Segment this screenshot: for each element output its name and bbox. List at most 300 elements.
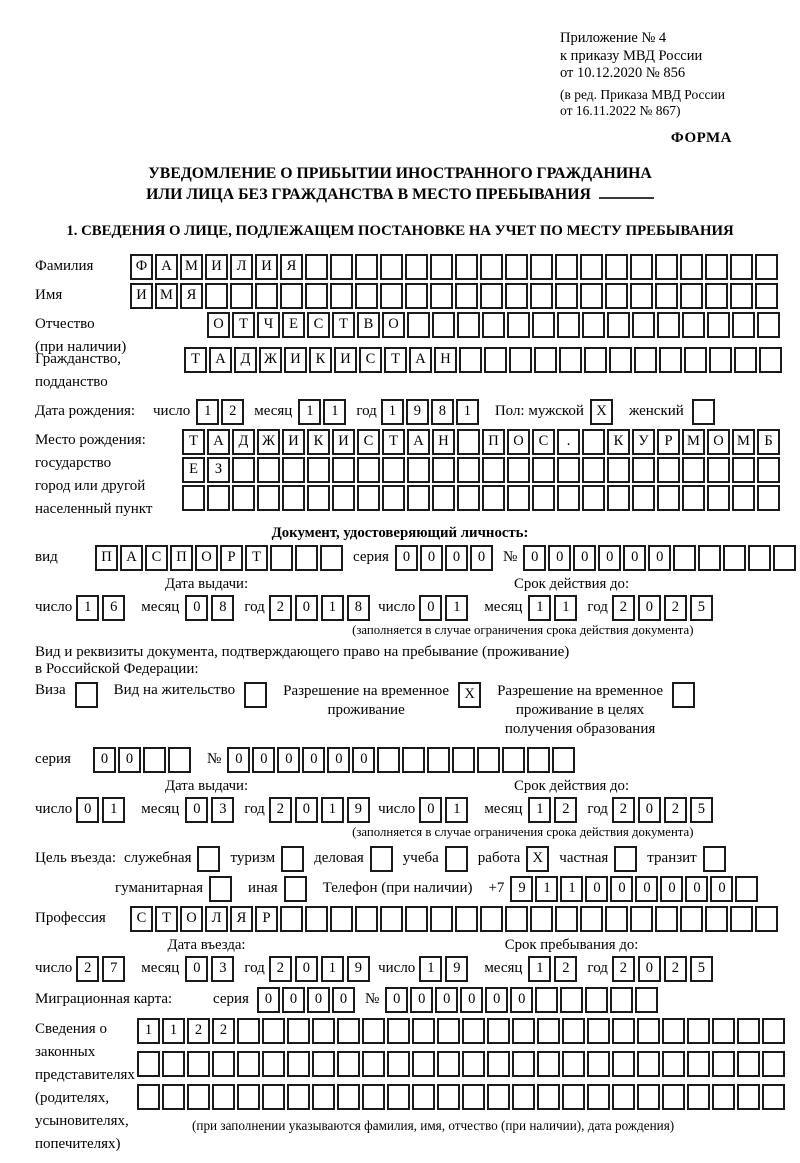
char-box[interactable] [487, 1084, 510, 1110]
char-box[interactable] [457, 457, 480, 483]
char-box[interactable]: Я [230, 906, 253, 932]
char-box[interactable]: Т [382, 429, 405, 455]
char-box[interactable]: К [309, 347, 332, 373]
char-box[interactable] [698, 545, 721, 571]
char-box[interactable] [244, 682, 267, 708]
char-box[interactable]: 1 [554, 595, 577, 621]
char-box[interactable] [212, 1051, 235, 1077]
char-box[interactable]: 2 [269, 956, 292, 982]
char-box[interactable]: 9 [347, 797, 370, 823]
char-box[interactable] [680, 283, 703, 309]
char-box[interactable]: 0 [585, 876, 608, 902]
char-box[interactable] [462, 1084, 485, 1110]
char-box[interactable]: У [632, 429, 655, 455]
char-box[interactable] [757, 312, 780, 338]
char-box[interactable]: Т [245, 545, 268, 571]
char-box[interactable] [437, 1084, 460, 1110]
char-box[interactable] [614, 846, 637, 872]
char-box[interactable] [705, 283, 728, 309]
char-box[interactable] [507, 485, 530, 511]
char-box[interactable]: 0 [460, 987, 483, 1013]
char-box[interactable]: 0 [710, 876, 733, 902]
char-box[interactable]: М [180, 254, 203, 280]
char-box[interactable]: С [130, 906, 153, 932]
char-box[interactable]: 0 [118, 747, 141, 773]
char-box[interactable] [610, 987, 633, 1013]
char-box[interactable] [607, 485, 630, 511]
char-box[interactable]: Н [432, 429, 455, 455]
char-box[interactable] [687, 1051, 710, 1077]
char-box[interactable] [609, 347, 632, 373]
char-box[interactable] [662, 1084, 685, 1110]
char-box[interactable] [362, 1051, 385, 1077]
char-box[interactable]: Ж [257, 429, 280, 455]
char-box[interactable]: 3 [211, 797, 234, 823]
char-box[interactable]: О [707, 429, 730, 455]
char-box[interactable] [635, 987, 658, 1013]
char-box[interactable] [637, 1051, 660, 1077]
char-box[interactable] [209, 876, 232, 902]
char-box[interactable] [732, 485, 755, 511]
char-box[interactable] [430, 254, 453, 280]
char-box[interactable] [357, 485, 380, 511]
char-box[interactable]: 1 [162, 1018, 185, 1044]
char-box[interactable] [587, 1051, 610, 1077]
char-box[interactable] [307, 457, 330, 483]
char-box[interactable] [580, 254, 603, 280]
char-box[interactable] [630, 254, 653, 280]
char-box[interactable] [562, 1018, 585, 1044]
char-box[interactable]: И [255, 254, 278, 280]
char-box[interactable] [530, 283, 553, 309]
char-box[interactable] [730, 906, 753, 932]
char-box[interactable]: X [458, 682, 481, 708]
char-box[interactable] [197, 846, 220, 872]
char-box[interactable] [637, 1018, 660, 1044]
char-box[interactable]: 0 [93, 747, 116, 773]
char-box[interactable] [137, 1051, 160, 1077]
char-box[interactable] [355, 283, 378, 309]
char-box[interactable]: М [732, 429, 755, 455]
char-box[interactable] [582, 485, 605, 511]
char-box[interactable] [432, 457, 455, 483]
char-box[interactable] [430, 906, 453, 932]
char-box[interactable]: 2 [269, 797, 292, 823]
char-box[interactable]: 0 [185, 956, 208, 982]
char-box[interactable]: 2 [612, 956, 635, 982]
char-box[interactable] [534, 347, 557, 373]
char-box[interactable]: С [145, 545, 168, 571]
char-box[interactable] [662, 1018, 685, 1044]
char-box[interactable] [737, 1051, 760, 1077]
char-box[interactable] [330, 283, 353, 309]
char-box[interactable] [687, 1084, 710, 1110]
char-box[interactable] [734, 347, 757, 373]
char-box[interactable] [532, 312, 555, 338]
char-box[interactable] [755, 254, 778, 280]
char-box[interactable] [482, 485, 505, 511]
char-box[interactable] [407, 457, 430, 483]
char-box[interactable]: . [557, 429, 580, 455]
char-box[interactable] [452, 747, 475, 773]
char-box[interactable] [605, 254, 628, 280]
char-box[interactable] [482, 457, 505, 483]
char-box[interactable] [762, 1051, 785, 1077]
char-box[interactable] [427, 747, 450, 773]
char-box[interactable] [537, 1018, 560, 1044]
char-box[interactable]: 1 [445, 595, 468, 621]
char-box[interactable] [412, 1051, 435, 1077]
char-box[interactable]: X [526, 846, 549, 872]
char-box[interactable] [585, 987, 608, 1013]
char-box[interactable] [362, 1084, 385, 1110]
char-box[interactable]: Ч [257, 312, 280, 338]
char-box[interactable] [762, 1018, 785, 1044]
char-box[interactable]: 0 [510, 987, 533, 1013]
char-box[interactable] [280, 283, 303, 309]
char-box[interactable]: Д [232, 429, 255, 455]
char-box[interactable] [557, 457, 580, 483]
char-box[interactable] [287, 1018, 310, 1044]
char-box[interactable]: П [482, 429, 505, 455]
char-box[interactable] [612, 1051, 635, 1077]
char-box[interactable]: 1 [528, 595, 551, 621]
char-box[interactable] [487, 1018, 510, 1044]
char-box[interactable]: 0 [685, 876, 708, 902]
char-box[interactable] [237, 1051, 260, 1077]
char-box[interactable]: 0 [485, 987, 508, 1013]
char-box[interactable] [280, 906, 303, 932]
char-box[interactable]: 1 [419, 956, 442, 982]
char-box[interactable]: Т [332, 312, 355, 338]
char-box[interactable]: Т [155, 906, 178, 932]
char-box[interactable] [182, 485, 205, 511]
char-box[interactable]: С [532, 429, 555, 455]
char-box[interactable]: 1 [76, 595, 99, 621]
char-box[interactable] [430, 283, 453, 309]
char-box[interactable]: 1 [528, 797, 551, 823]
char-box[interactable]: С [359, 347, 382, 373]
char-box[interactable]: 1 [298, 399, 321, 425]
char-box[interactable]: Т [232, 312, 255, 338]
char-box[interactable] [537, 1084, 560, 1110]
char-box[interactable]: А [155, 254, 178, 280]
char-box[interactable]: 1 [560, 876, 583, 902]
char-box[interactable] [757, 485, 780, 511]
char-box[interactable] [337, 1084, 360, 1110]
char-box[interactable]: 8 [431, 399, 454, 425]
char-box[interactable]: И [284, 347, 307, 373]
char-box[interactable]: 0 [470, 545, 493, 571]
char-box[interactable]: 0 [419, 797, 442, 823]
char-box[interactable] [512, 1084, 535, 1110]
char-box[interactable]: 0 [638, 595, 661, 621]
char-box[interactable] [75, 682, 98, 708]
char-box[interactable]: 0 [76, 797, 99, 823]
char-box[interactable]: 2 [664, 956, 687, 982]
char-box[interactable] [437, 1018, 460, 1044]
char-box[interactable] [655, 254, 678, 280]
char-box[interactable]: 1 [321, 797, 344, 823]
char-box[interactable] [757, 457, 780, 483]
char-box[interactable] [505, 906, 528, 932]
char-box[interactable] [405, 254, 428, 280]
char-box[interactable] [680, 906, 703, 932]
char-box[interactable]: 0 [638, 956, 661, 982]
char-box[interactable] [557, 485, 580, 511]
char-box[interactable] [332, 485, 355, 511]
char-box[interactable]: 1 [102, 797, 125, 823]
char-box[interactable] [287, 1084, 310, 1110]
char-box[interactable] [657, 312, 680, 338]
char-box[interactable] [255, 283, 278, 309]
char-box[interactable] [505, 254, 528, 280]
char-box[interactable]: 0 [598, 545, 621, 571]
char-box[interactable] [672, 682, 695, 708]
char-box[interactable] [257, 485, 280, 511]
char-box[interactable]: 1 [456, 399, 479, 425]
char-box[interactable] [482, 312, 505, 338]
char-box[interactable] [562, 1084, 585, 1110]
char-box[interactable] [655, 283, 678, 309]
char-box[interactable]: Я [280, 254, 303, 280]
char-box[interactable] [162, 1051, 185, 1077]
char-box[interactable] [580, 906, 603, 932]
char-box[interactable] [380, 254, 403, 280]
char-box[interactable]: Н [434, 347, 457, 373]
char-box[interactable] [484, 347, 507, 373]
char-box[interactable] [707, 485, 730, 511]
char-box[interactable] [377, 747, 400, 773]
char-box[interactable] [382, 485, 405, 511]
char-box[interactable]: 0 [419, 595, 442, 621]
char-box[interactable] [587, 1018, 610, 1044]
char-box[interactable] [532, 485, 555, 511]
char-box[interactable] [735, 876, 758, 902]
char-box[interactable] [632, 312, 655, 338]
char-box[interactable]: К [607, 429, 630, 455]
char-box[interactable] [705, 254, 728, 280]
char-box[interactable] [612, 1018, 635, 1044]
char-box[interactable]: 0 [445, 545, 468, 571]
char-box[interactable] [455, 906, 478, 932]
char-box[interactable] [732, 312, 755, 338]
char-box[interactable] [230, 283, 253, 309]
char-box[interactable]: А [407, 429, 430, 455]
char-box[interactable] [732, 457, 755, 483]
char-box[interactable] [662, 1051, 685, 1077]
char-box[interactable] [634, 347, 657, 373]
char-box[interactable]: Я [180, 283, 203, 309]
char-box[interactable] [337, 1051, 360, 1077]
char-box[interactable] [432, 312, 455, 338]
char-box[interactable] [455, 283, 478, 309]
char-box[interactable]: 0 [352, 747, 375, 773]
char-box[interactable]: 1 [445, 797, 468, 823]
char-box[interactable]: О [207, 312, 230, 338]
char-box[interactable] [477, 747, 500, 773]
char-box[interactable] [237, 1018, 260, 1044]
char-box[interactable] [632, 457, 655, 483]
char-box[interactable] [730, 254, 753, 280]
char-box[interactable] [412, 1018, 435, 1044]
char-box[interactable] [187, 1051, 210, 1077]
char-box[interactable]: Е [182, 457, 205, 483]
char-box[interactable]: 1 [321, 595, 344, 621]
char-box[interactable] [143, 747, 166, 773]
char-box[interactable] [535, 987, 558, 1013]
char-box[interactable] [462, 1018, 485, 1044]
char-box[interactable] [281, 846, 304, 872]
char-box[interactable] [555, 906, 578, 932]
char-box[interactable] [687, 1018, 710, 1044]
char-box[interactable]: А [409, 347, 432, 373]
char-box[interactable] [387, 1051, 410, 1077]
char-box[interactable]: 0 [257, 987, 280, 1013]
char-box[interactable]: X [590, 399, 613, 425]
char-box[interactable] [755, 906, 778, 932]
char-box[interactable] [737, 1018, 760, 1044]
char-box[interactable]: О [195, 545, 218, 571]
char-box[interactable] [703, 846, 726, 872]
char-box[interactable] [305, 906, 328, 932]
char-box[interactable]: 0 [185, 797, 208, 823]
char-box[interactable]: 0 [332, 987, 355, 1013]
char-box[interactable]: 9 [406, 399, 429, 425]
char-box[interactable]: 0 [420, 545, 443, 571]
char-box[interactable]: И [282, 429, 305, 455]
char-box[interactable] [457, 485, 480, 511]
char-box[interactable]: 0 [385, 987, 408, 1013]
char-box[interactable] [632, 485, 655, 511]
char-box[interactable]: 2 [76, 956, 99, 982]
char-box[interactable] [502, 747, 525, 773]
char-box[interactable]: И [205, 254, 228, 280]
char-box[interactable]: 1 [196, 399, 219, 425]
char-box[interactable] [480, 283, 503, 309]
char-box[interactable] [673, 545, 696, 571]
char-box[interactable]: 8 [347, 595, 370, 621]
char-box[interactable] [480, 254, 503, 280]
char-box[interactable]: 6 [102, 595, 125, 621]
char-box[interactable] [507, 457, 530, 483]
char-box[interactable] [707, 312, 730, 338]
char-box[interactable] [682, 312, 705, 338]
char-box[interactable] [562, 1051, 585, 1077]
char-box[interactable]: 0 [302, 747, 325, 773]
char-box[interactable] [407, 312, 430, 338]
char-box[interactable] [723, 545, 746, 571]
char-box[interactable] [559, 347, 582, 373]
char-box[interactable]: Т [384, 347, 407, 373]
char-box[interactable] [387, 1018, 410, 1044]
char-box[interactable] [437, 1051, 460, 1077]
char-box[interactable]: 0 [610, 876, 633, 902]
char-box[interactable]: М [155, 283, 178, 309]
char-box[interactable] [557, 312, 580, 338]
char-box[interactable] [712, 1051, 735, 1077]
char-box[interactable]: 8 [211, 595, 234, 621]
char-box[interactable] [332, 457, 355, 483]
char-box[interactable] [580, 283, 603, 309]
char-box[interactable] [527, 747, 550, 773]
char-box[interactable]: И [332, 429, 355, 455]
char-box[interactable]: 9 [445, 956, 468, 982]
char-box[interactable]: 2 [269, 595, 292, 621]
char-box[interactable] [630, 283, 653, 309]
char-box[interactable] [630, 906, 653, 932]
char-box[interactable] [330, 906, 353, 932]
char-box[interactable]: Л [205, 906, 228, 932]
char-box[interactable] [237, 1084, 260, 1110]
char-box[interactable]: 7 [102, 956, 125, 982]
char-box[interactable] [487, 1051, 510, 1077]
char-box[interactable]: 0 [410, 987, 433, 1013]
char-box[interactable] [380, 283, 403, 309]
char-box[interactable]: Ж [259, 347, 282, 373]
char-box[interactable]: 0 [573, 545, 596, 571]
char-box[interactable] [307, 485, 330, 511]
char-box[interactable] [560, 987, 583, 1013]
char-box[interactable]: 1 [321, 956, 344, 982]
char-box[interactable]: 0 [295, 595, 318, 621]
char-box[interactable] [607, 457, 630, 483]
char-box[interactable] [232, 485, 255, 511]
char-box[interactable]: Р [657, 429, 680, 455]
char-box[interactable]: 0 [295, 797, 318, 823]
char-box[interactable] [582, 429, 605, 455]
char-box[interactable] [709, 347, 732, 373]
char-box[interactable] [537, 1051, 560, 1077]
char-box[interactable]: 2 [554, 956, 577, 982]
char-box[interactable] [655, 906, 678, 932]
char-box[interactable]: 1 [323, 399, 346, 425]
char-box[interactable] [712, 1018, 735, 1044]
char-box[interactable]: 5 [690, 797, 713, 823]
char-box[interactable]: В [357, 312, 380, 338]
char-box[interactable]: 0 [282, 987, 305, 1013]
char-box[interactable]: 1 [137, 1018, 160, 1044]
char-box[interactable] [659, 347, 682, 373]
char-box[interactable] [330, 254, 353, 280]
char-box[interactable] [512, 1051, 535, 1077]
char-box[interactable] [457, 312, 480, 338]
char-box[interactable] [312, 1018, 335, 1044]
char-box[interactable] [355, 906, 378, 932]
char-box[interactable] [282, 457, 305, 483]
char-box[interactable]: 9 [347, 956, 370, 982]
char-box[interactable] [355, 254, 378, 280]
char-box[interactable] [730, 283, 753, 309]
char-box[interactable]: К [307, 429, 330, 455]
char-box[interactable] [270, 545, 293, 571]
char-box[interactable] [305, 283, 328, 309]
char-box[interactable] [432, 485, 455, 511]
char-box[interactable] [305, 254, 328, 280]
char-box[interactable] [707, 457, 730, 483]
char-box[interactable] [212, 1084, 235, 1110]
char-box[interactable] [657, 457, 680, 483]
char-box[interactable] [284, 876, 307, 902]
char-box[interactable] [755, 283, 778, 309]
char-box[interactable] [162, 1084, 185, 1110]
char-box[interactable] [737, 1084, 760, 1110]
char-box[interactable] [607, 312, 630, 338]
char-box[interactable]: 1 [535, 876, 558, 902]
char-box[interactable] [530, 906, 553, 932]
char-box[interactable] [370, 846, 393, 872]
char-box[interactable] [457, 429, 480, 455]
